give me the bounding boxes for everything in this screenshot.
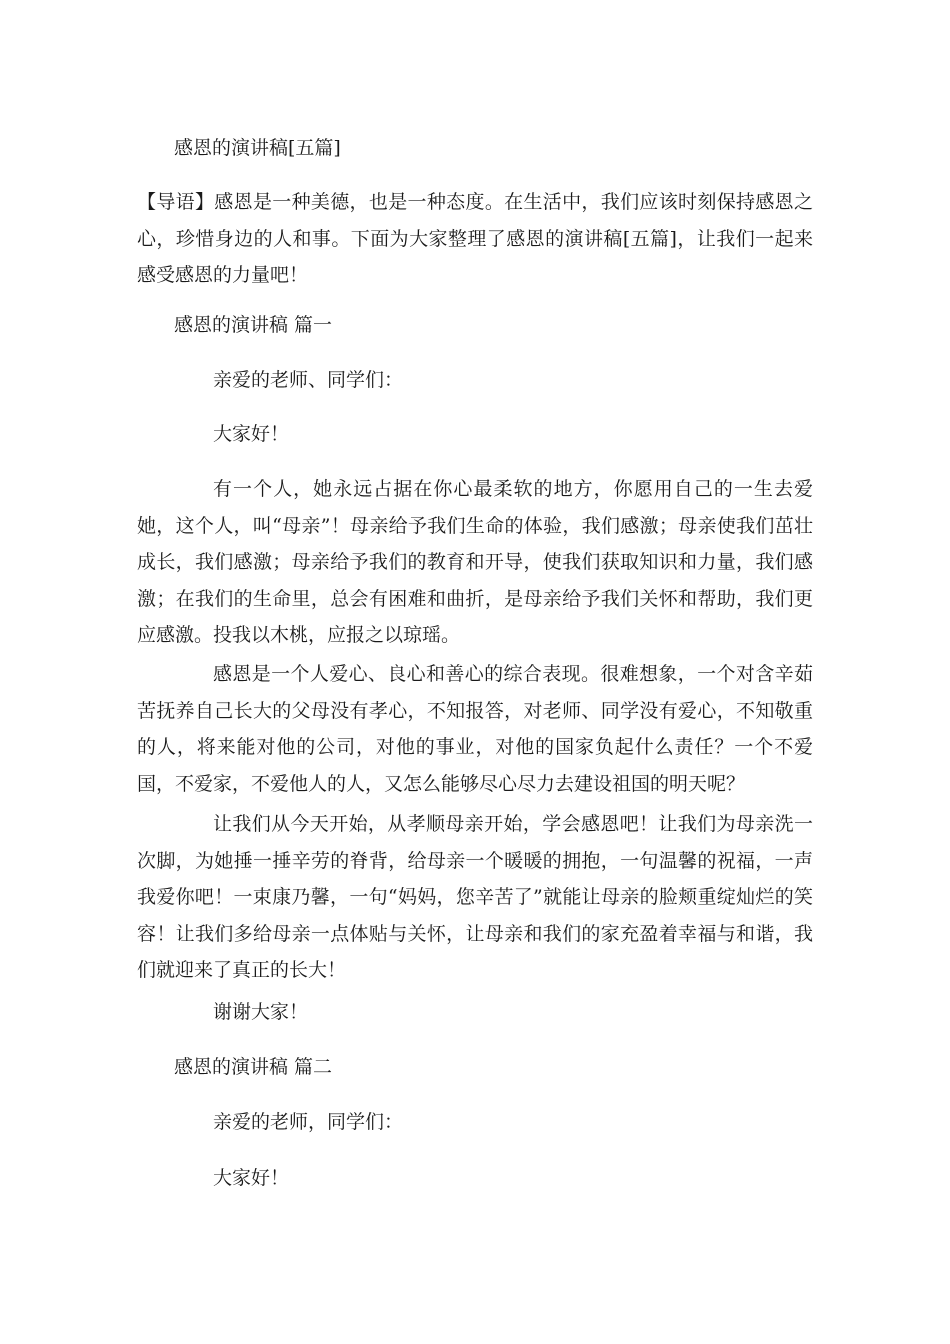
document-title: 感恩的演讲稿[五篇] [174, 137, 341, 159]
section-1-greeting: 亲爱的老师、同学们： [213, 369, 404, 391]
section-2-heading: 感恩的演讲稿 篇二 [174, 1056, 333, 1078]
section-1-paragraph-3: 让我们从今天开始，从孝顺母亲开始，学会感恩吧！让我们为母亲洗一次脚，为她捶一捶辛劳的脊背，给母亲一个暖暖的拥抱，一句温馨的祝福，一声我爱你吧！一束康乃馨，一句“妈妈，您辛苦了”就能让母亲的脸颊重绽灿烂的笑容！让我们多给母亲一点体贴与关怀，让母亲和我们的家充盈着幸福与和谐，我们就迎来了真正的长大！ [137, 813, 813, 981]
section-2-hello: 大家好！ [213, 1167, 290, 1189]
section-1-heading: 感恩的演讲稿 篇一 [174, 314, 333, 336]
section-1-paragraph-1: 有一个人，她永远占据在你心最柔软的地方，你愿用自己的一生去爱她，这个人，叫“母亲”！母亲给予我们生命的体验，我们感激；母亲使我们茁壮成长，我们感激；母亲给予我们的教育和开导，使我们获取知识和力量，我们感激；在我们的生命里，总会有困难和曲折，是母亲给予我们关怀和帮助，我们更应感激。投我以木桃，应报之以琼瑶。 [137, 478, 813, 646]
section-1-paragraph-2: 感恩是一个人爱心、良心和善心的综合表现。很难想象，一个对含辛茹苦抚养自己长大的父母没有孝心，不知报答，对老师、同学没有爱心，不知敬重的人，将来能对他的公司，对他的事业，对他的国家负起什么责任？一个不爱国，不爱家，不爱他人的人，又怎么能够尽心尽力去建设祖国的明天呢？ [137, 663, 813, 795]
section-1-hello: 大家好！ [213, 423, 290, 445]
section-2-greeting: 亲爱的老师，同学们： [213, 1111, 404, 1133]
intro-paragraph: 【导语】感恩是一种美德，也是一种态度。在生活中，我们应该时刻保持感恩之心，珍惜身边的人和事。下面为大家整理了感恩的演讲稿[五篇]，让我们一起来感受感恩的力量吧！ [137, 191, 813, 286]
section-1-closing: 谢谢大家！ [213, 1001, 309, 1023]
